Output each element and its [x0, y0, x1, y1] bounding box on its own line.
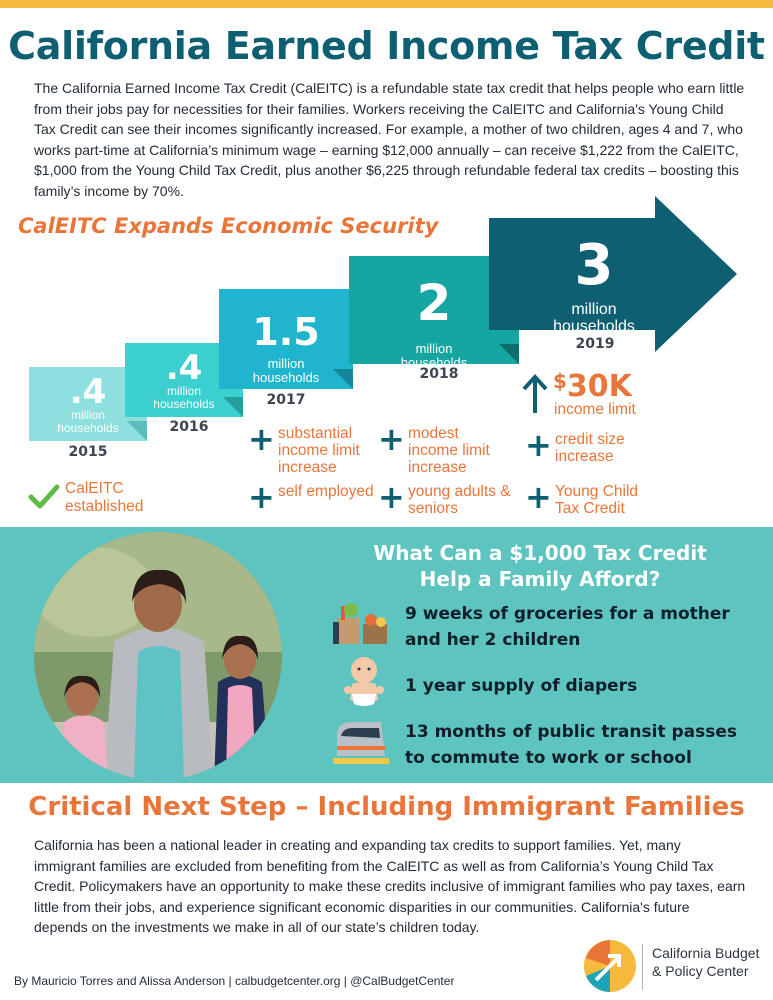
year-label-2019: 2019 — [575, 336, 615, 352]
plus-icon: + — [525, 478, 552, 516]
logo-text — [652, 944, 759, 980]
step-unit-1: million — [415, 341, 453, 356]
feature-2019-1 — [525, 426, 645, 465]
logo-divider — [642, 944, 643, 990]
afford-item-transit — [405, 719, 765, 771]
amount-value: 30K — [566, 369, 632, 404]
afford-text-line1: 13 months of public transit passes — [405, 722, 738, 742]
step-value: .4 — [69, 372, 107, 412]
intro-paragraph: The California Earned Income Tax Credit (CalEITC) is a refundable state tax credit that helps people who earn little from their jobs pay for necessities for their families. Workers receiving the CalEITC and California's Young Child Tax Credit can see their incomes significantly increased. For example, a mother of two children, ages 4 and 7, who works part-time at California’s minimum wage – earning $12,000 annually – can receive $1,222 from the CalEITC, $1,000 from the Young Child Tax Credit, plus another $6,225 through refundable federal tax credits – boosting this family’s income by 70%. — [34, 80, 745, 199]
feature-text: modest income limit increase — [408, 425, 490, 476]
afford-item-groceries — [405, 601, 755, 653]
feature-2017-1 — [248, 420, 378, 476]
plus-icon: + — [378, 420, 405, 458]
logo-line1: California Budget — [652, 945, 760, 961]
step-value: 2 — [416, 274, 452, 332]
feature-2018-2 — [378, 478, 518, 517]
section-heading: CalEITC Expands Economic Security — [18, 214, 439, 238]
critical-heading: Critical Next Step – Including Immigrant Families — [28, 792, 745, 822]
plus-icon: + — [248, 420, 275, 458]
step-unit-1: million — [166, 384, 201, 398]
plus-icon: + — [248, 478, 275, 516]
year-label-2017: 2017 — [266, 392, 306, 408]
step-unit-2: households — [252, 369, 320, 385]
afford-text-line1: 9 weeks of groceries for a mother — [405, 604, 730, 624]
afford-text-line2: to commute to work or school — [405, 748, 692, 768]
feature-2019-2 — [525, 478, 655, 517]
step-2019 — [489, 233, 699, 336]
dollar-sign: $ — [553, 369, 567, 393]
established-label: CalEITC established — [65, 480, 144, 515]
afford-item-diapers — [405, 673, 755, 699]
year-label-2016: 2016 — [169, 419, 209, 435]
step-unit-2: households — [400, 354, 468, 370]
feature-2018-1 — [378, 420, 508, 476]
step-unit-1: million — [571, 301, 617, 318]
family-photo — [34, 532, 282, 780]
check-icon — [28, 483, 60, 511]
feature-2017-2 — [248, 478, 378, 516]
step-value: 3 — [574, 233, 614, 298]
feature-text: Young Child Tax Credit — [555, 483, 639, 517]
feature-text: self employed — [278, 483, 374, 500]
afford-text-line1: 1 year supply of diapers — [405, 676, 638, 696]
page-title: California Earned Income Tax Credit — [8, 24, 765, 68]
byline: By Mauricio Torres and Alissa Anderson | calbudgetcenter.org | @CalBudgetCenter — [14, 974, 455, 988]
closing-paragraph: California has been a national leader in creating and expanding tax credits to support families. Yet, many immigrant families are excluded from benefiting from the CalEITC as well as from California’s Young Child Tax Credit. Policymakers have an opportunity to make these credits inclusive of immigrant families who pay taxes, earn little from their jobs, and experience significant economic disparities in our communities. California's future depends on the investments we make in all of our state’s children today. — [34, 837, 746, 935]
baby-icon — [344, 656, 384, 708]
step-unit-2: households — [153, 396, 215, 411]
year-label-2018: 2018 — [419, 366, 459, 382]
afford-heading — [330, 540, 750, 592]
logo-icon — [582, 938, 638, 994]
year-label-2015: 2015 — [68, 444, 108, 460]
logo-line2: & Policy Center — [652, 963, 749, 979]
income-limit-amount — [553, 369, 632, 404]
income-limit-label: income limit — [554, 401, 636, 418]
step-unit-1: million — [70, 408, 105, 422]
step-value: 1.5 — [252, 310, 320, 354]
afford-heading-line2: Help a Family Afford? — [419, 567, 661, 591]
top-accent-bar — [0, 0, 773, 8]
up-arrow-icon — [521, 373, 549, 415]
train-icon — [333, 716, 389, 766]
plus-icon: + — [378, 478, 405, 516]
groceries-icon — [333, 600, 391, 646]
step-unit-2: households — [553, 317, 635, 335]
feature-text: young adults & seniors — [408, 483, 511, 517]
step-unit-2: households — [57, 420, 119, 435]
step-value: .4 — [165, 348, 203, 388]
step-unit-1: million — [267, 356, 305, 371]
feature-text: credit size increase — [555, 431, 625, 465]
afford-heading-line1: What Can a $1,000 Tax Credit — [373, 541, 707, 565]
afford-text-line2: and her 2 children — [405, 630, 581, 650]
feature-text: substantial income limit increase — [278, 425, 360, 476]
plus-icon: + — [525, 426, 552, 464]
